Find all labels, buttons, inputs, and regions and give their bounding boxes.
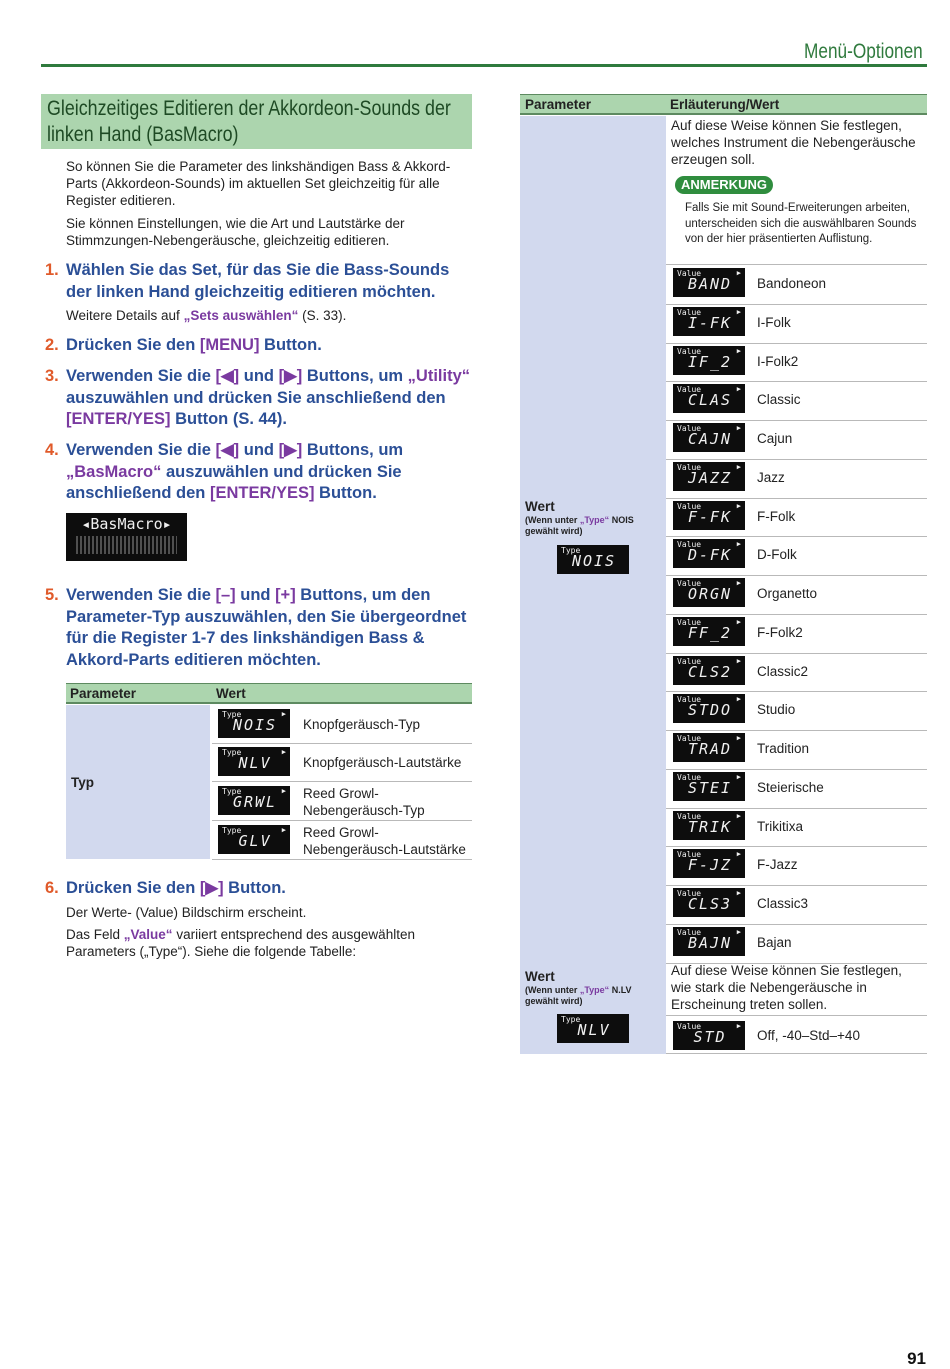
header-rule bbox=[41, 64, 927, 67]
value-lcd: Value ▶ TRIK bbox=[673, 811, 745, 840]
table1-value-text: Knopfgeräusch-Typ bbox=[303, 717, 421, 732]
step-5: 5. Verwenden Sie die [–] und [+] Buttons, um den Parameter-Typ auszuwählen, den Sie übergeordnet für die Register 1-7 des linkshändigen Bass & Akkord-Parts editieren möchten. bbox=[45, 586, 467, 669]
step-text: Wählen Sie das Set, für das Sie die Bass-Sounds der linken Hand gleichzeitig editieren möchten. bbox=[66, 261, 450, 301]
type-nlv-lcd: Type NLV bbox=[557, 1014, 629, 1043]
value-lcd: Value ▶ STDO bbox=[673, 694, 745, 723]
nois-value-label: Classic2 bbox=[757, 664, 809, 679]
nois-value-label: Trikitixa bbox=[757, 819, 803, 834]
type-lcd: Type ▶ NOIS bbox=[218, 709, 290, 738]
table1-value-text: Reed Growl-Nebengeräusch-Typ bbox=[303, 786, 425, 818]
nois-value-label: Bajan bbox=[757, 935, 792, 950]
type-nois-lcd: Type NOIS bbox=[557, 545, 629, 574]
nois-value-label: Classic bbox=[757, 392, 801, 407]
value-lcd: Value ▶ TRAD bbox=[673, 733, 745, 762]
intro-paragraph-2: Sie können Einstellungen, wie die Art und Lautstärke der Stimmzungen-Nebengeräusche, gleichzeitig editieren. bbox=[66, 216, 405, 248]
step-number: 1. bbox=[45, 261, 59, 279]
type-lcd: Type ▶ GRWL bbox=[218, 786, 290, 815]
table2-param-column bbox=[520, 116, 666, 1054]
nois-value-label: Jazz bbox=[757, 470, 785, 485]
page-number: 91 bbox=[907, 1349, 926, 1368]
value-lcd: Value ▶ BAJN bbox=[673, 927, 745, 956]
basmacro-lcd-display: ◂BasMacro▸ bbox=[66, 513, 187, 561]
nois-value-label: Classic3 bbox=[757, 896, 809, 911]
step-6: 6. Drücken Sie den [▶] Button. bbox=[45, 879, 286, 897]
nois-value-label: I-Folk2 bbox=[757, 354, 799, 369]
step-1-note: Weitere Details auf „Sets auswählen“ (S. 33). bbox=[66, 308, 347, 323]
value-lcd: Value ▶ STEI bbox=[673, 772, 745, 801]
table1-value-text: Reed Growl-Nebengeräusch-Lautstärke bbox=[303, 825, 466, 857]
value-lcd: Value ▶ CLS2 bbox=[673, 656, 745, 685]
step-1 bbox=[45, 260, 470, 303]
value-lcd: Value ▶ BAND bbox=[673, 268, 745, 297]
value-lcd: Value ▶ CLS3 bbox=[673, 888, 745, 917]
nois-value-label: Bandoneon bbox=[757, 276, 827, 291]
value-lcd: Value ▶ F-JZ bbox=[673, 849, 745, 878]
nois-value-label: Organetto bbox=[757, 586, 818, 601]
value-lcd: Value ▶ IF_2 bbox=[673, 346, 745, 375]
nois-value-label: D-Folk bbox=[757, 547, 797, 562]
nois-value-label: Steierische bbox=[757, 780, 824, 795]
table1-param-typ: Typ bbox=[71, 775, 94, 790]
value-lcd: Value ▶ ORGN bbox=[673, 578, 745, 607]
wert-nois-condition: (Wenn unter „Type“ NOIS gewählt wird) bbox=[525, 515, 634, 536]
nois-value-label: I-Folk bbox=[757, 315, 791, 330]
value-std-lcd: Value ▶ STD bbox=[673, 1021, 745, 1050]
nois-description: Auf diese Weise können Sie festlegen, welches Instrument die Nebengeräusche erzeugen soll. bbox=[671, 118, 916, 167]
type-lcd: Type ▶ GLV bbox=[218, 825, 290, 854]
running-header: Menü-Optionen bbox=[804, 40, 923, 63]
nois-value-label: F-Jazz bbox=[757, 857, 798, 872]
note-badge: ANMERKUNG bbox=[675, 176, 773, 194]
nois-value-label: Studio bbox=[757, 702, 796, 717]
nois-value-label: Cajun bbox=[757, 431, 793, 446]
intro-paragraph-1: So können Sie die Parameter des linkshändigen Bass & Akkord-Parts (Akkordeon-Sounds) im aktuellen Set gleichzeitig für alle Register editieren. bbox=[66, 159, 451, 208]
step-6-note-1: Der Werte- (Value) Bildschirm erscheint. bbox=[66, 905, 307, 920]
sets-link[interactable]: „Sets auswählen“ bbox=[183, 308, 299, 323]
value-lcd: Value ▶ FF_2 bbox=[673, 617, 745, 646]
table1-value-text: Knopfgeräusch-Lautstärke bbox=[303, 755, 462, 770]
wert-nois-label: Wert bbox=[525, 499, 555, 514]
table1-header: Parameter Wert bbox=[66, 683, 472, 704]
wert-nlv-condition: (Wenn unter „Type“ N.LV gewählt wird) bbox=[525, 985, 632, 1006]
nlv-description: Auf diese Weise können Sie festlegen, wie stark die Nebengeräusche in Erscheinung treten sollen. bbox=[671, 963, 902, 1012]
type-lcd: Type ▶ NLV bbox=[218, 747, 290, 776]
step-3: 3. Verwenden Sie die [◀] und [▶] Buttons, um „Utility“ auszuwählen und drücken Sie anschließend den [ENTER/YES] Button (S. 44). bbox=[45, 367, 471, 428]
table2-header: Parameter Erläuterung/Wert bbox=[520, 94, 927, 115]
step-4: 4. Verwenden Sie die [◀] und [▶] Buttons, um „BasMacro“ auszuwählen und drücken Sie anschließend den [ENTER/YES] Button. bbox=[45, 441, 404, 502]
nois-value-label: Tradition bbox=[757, 741, 810, 756]
note-text: Falls Sie mit Sound-Erweiterungen arbeiten, unterscheiden sich die auswählbaren Sounds von der hier präsentierten Auflistung. bbox=[685, 202, 917, 245]
step-6-note-2: Das Feld „Value“ variiert entsprechend des ausgewählten Parameters („Type“). Siehe die folgende Tabelle: bbox=[66, 927, 415, 959]
wert-nlv-label: Wert bbox=[525, 969, 555, 984]
value-lcd: Value ▶ CAJN bbox=[673, 423, 745, 452]
value-lcd: Value ▶ JAZZ bbox=[673, 462, 745, 491]
nois-value-label: F-Folk bbox=[757, 509, 796, 524]
value-lcd: Value ▶ D-FK bbox=[673, 539, 745, 568]
nois-value-label: F-Folk2 bbox=[757, 625, 803, 640]
nlv-value-range: Off, -40–Std–+40 bbox=[757, 1028, 860, 1043]
step-2: 2. Drücken Sie den [MENU] Button. bbox=[45, 336, 322, 354]
value-lcd: Value ▶ F-FK bbox=[673, 501, 745, 530]
value-lcd: Value ▶ CLAS bbox=[673, 384, 745, 413]
section-heading bbox=[41, 94, 472, 149]
section-title: Gleichzeitiges Editieren der Akkordeon-Sounds der linken Hand (BasMacro) bbox=[47, 97, 451, 146]
menu-button-label: [MENU] bbox=[199, 336, 260, 354]
value-lcd: Value ▶ I-FK bbox=[673, 307, 745, 336]
